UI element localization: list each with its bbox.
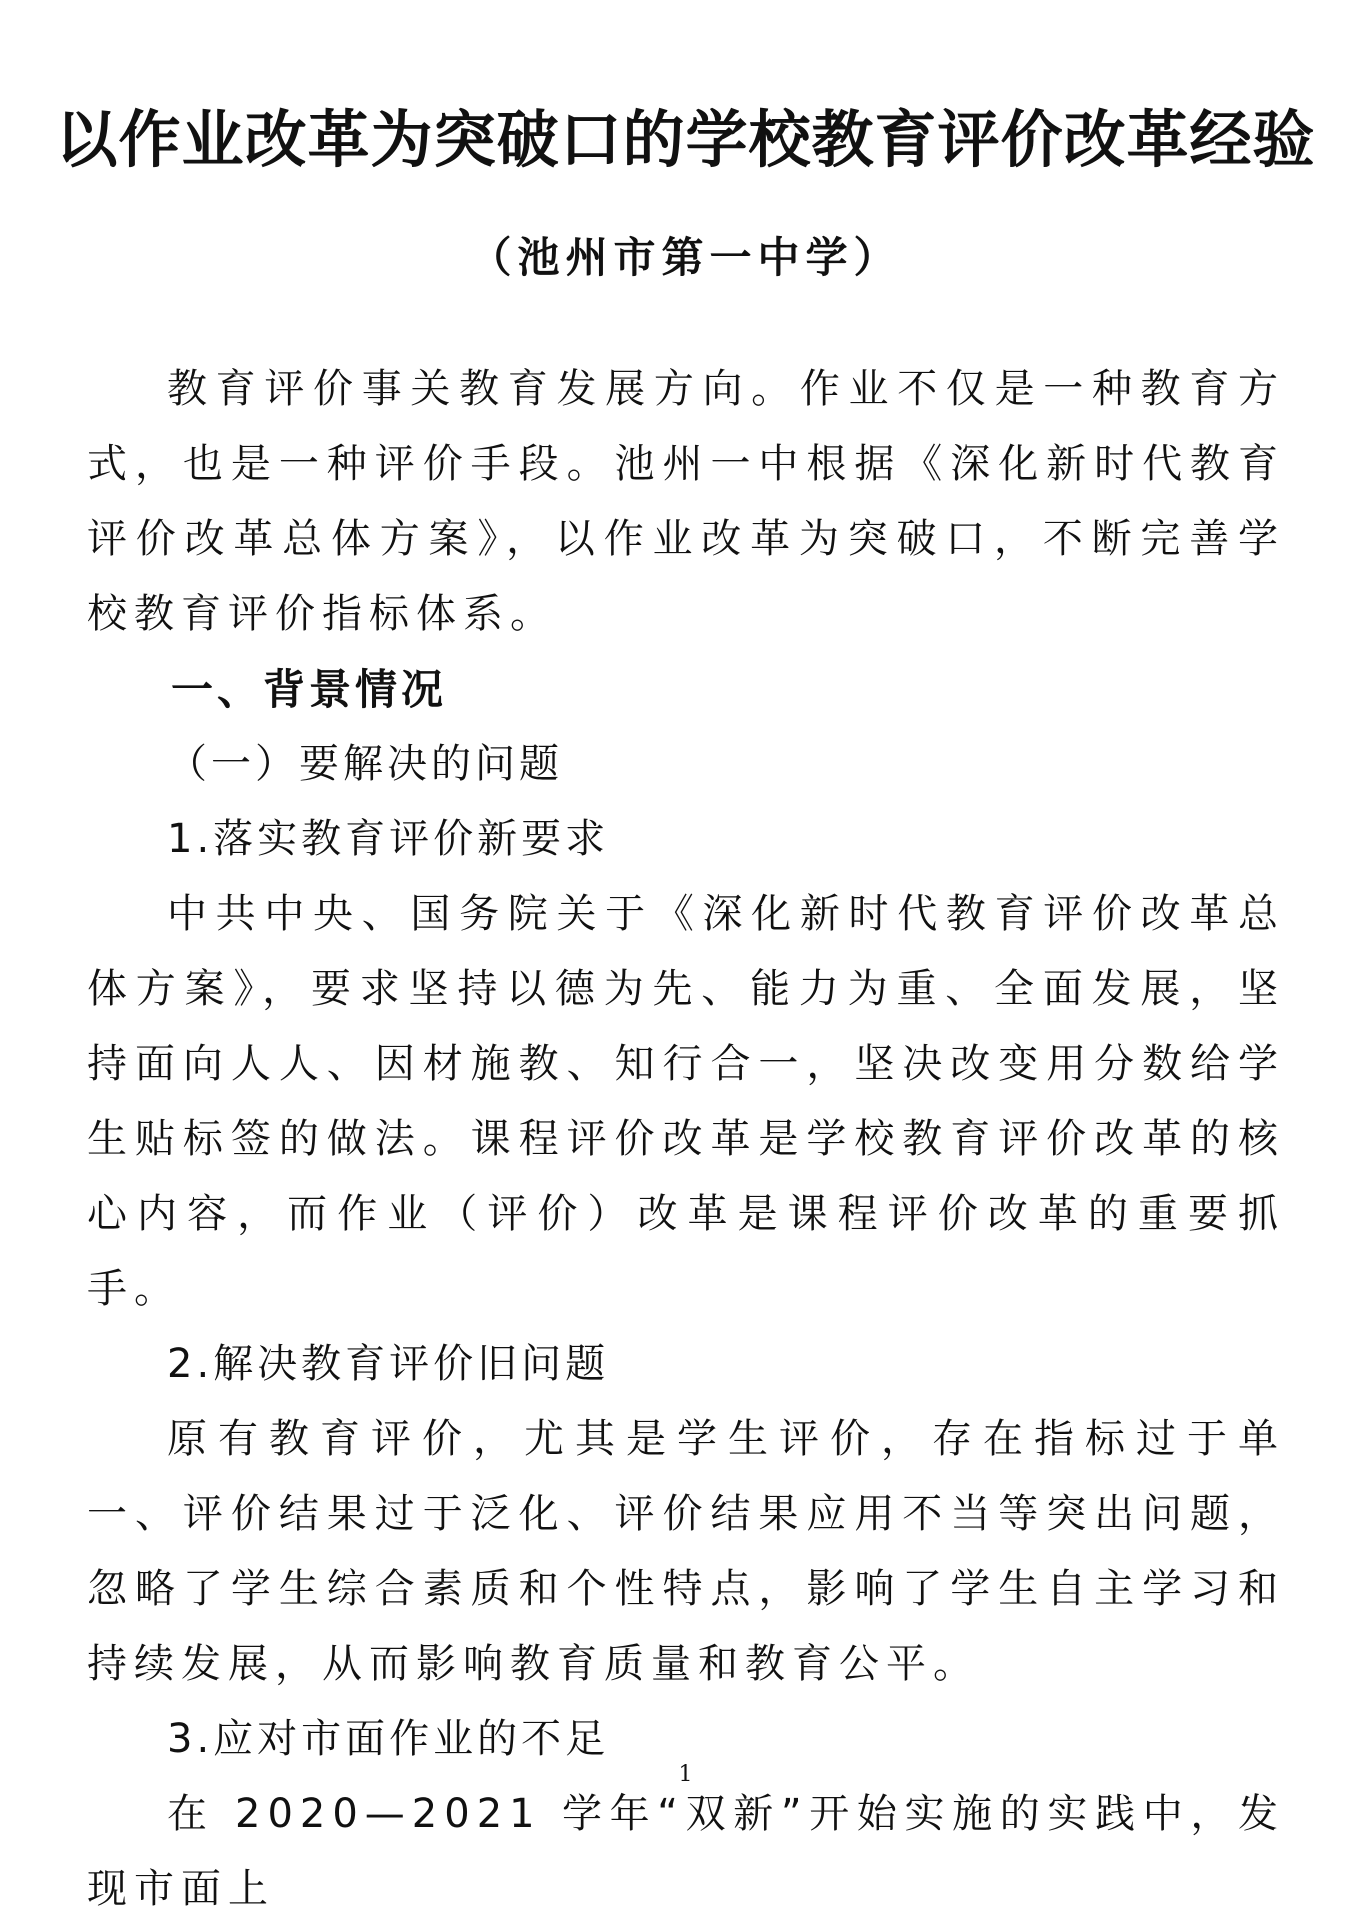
intro-paragraph: 教育评价事关教育发展方向。作业不仅是一种教育方式，也是一种评价手段。池州一中根据《深化新时代教育评价改革总体方案》，以作业改革为突破口，不断完善学校教育评价指标体系。 <box>87 366 1285 637</box>
point-paragraph-1: 中共中央、国务院关于《深化新时代教育评价改革总体方案》，要求坚持以德为先、能力为重、全面发展，坚持面向人人、因材施教、知行合一，坚决改变用分数给学生贴标签的做法。课程评价改革是学校教育评价改革的核心内容，而作业（评价）改革是课程评价改革的重要抓手。 <box>87 891 1285 1312</box>
document-title: 以作业改革为突破口的学校教育评价改革经验 <box>55 103 1316 176</box>
section-heading-background: 一、背景情况 <box>171 665 448 714</box>
point-paragraph-3: 在 2020—2021 学年“双新”开始实施的实践中，发现市面上 <box>87 1791 1285 1912</box>
document-body <box>87 352 1285 1927</box>
point-heading-3: 3.应对市面作业的不足 <box>167 1716 610 1762</box>
point-heading-1: 1.落实教育评价新要求 <box>167 816 610 862</box>
point-heading-2: 2.解决教育评价旧问题 <box>167 1341 610 1387</box>
page-number: 1 <box>678 1762 693 1787</box>
subsection-heading-problems: （一）要解决的问题 <box>167 741 563 787</box>
point-paragraph-2: 原有教育评价，尤其是学生评价，存在指标过于单一、评价结果过于泛化、评价结果应用不当等突出问题，忽略了学生综合素质和个性特点，影响了学生自主学习和持续发展，从而影响教育质量和教育公平。 <box>87 1416 1285 1687</box>
document-subtitle: （池州市第一中学） <box>469 233 902 282</box>
